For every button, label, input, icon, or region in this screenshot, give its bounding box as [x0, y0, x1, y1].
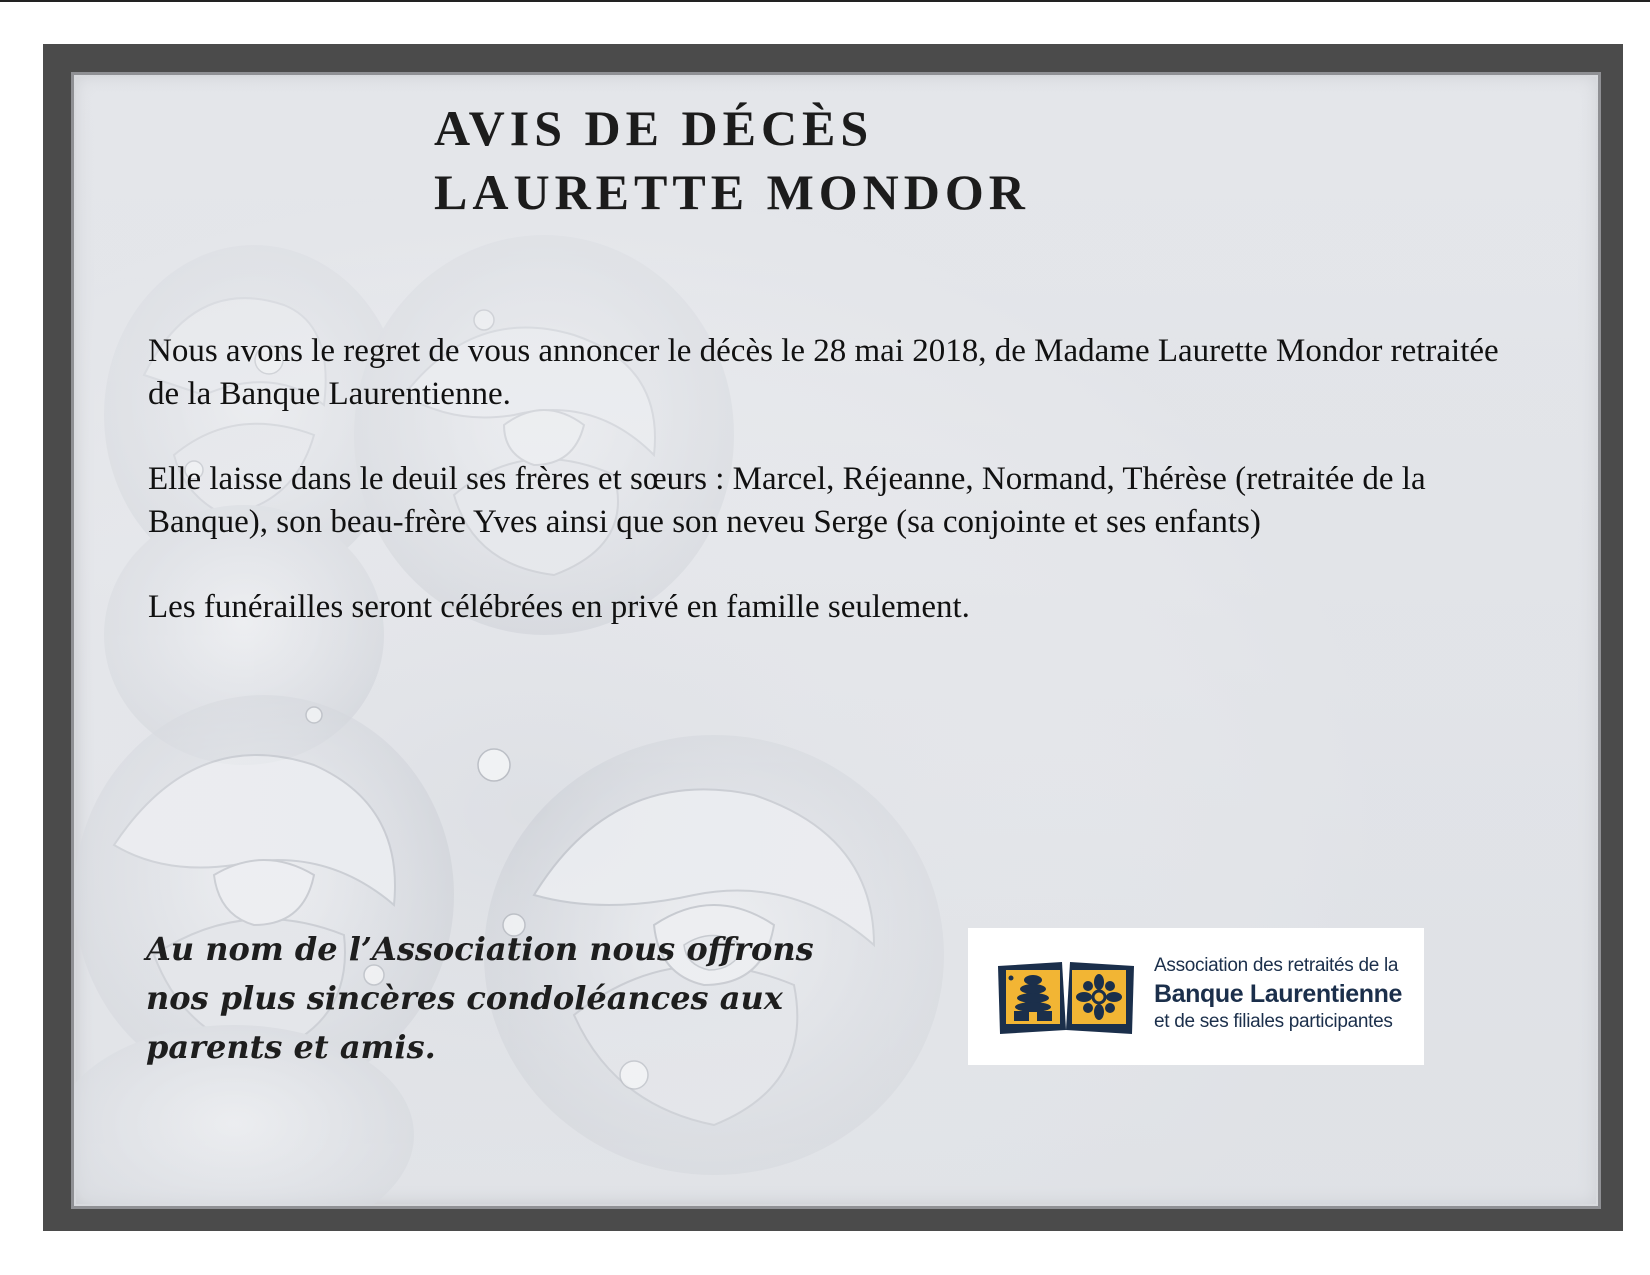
condolences-message	[146, 925, 906, 1072]
notice-body	[148, 330, 1508, 671]
top-rule	[0, 0, 1650, 2]
notice-title	[434, 96, 1030, 224]
logo-line-bank: Banque Laurentienne	[1154, 980, 1402, 1008]
condolences-line: nos plus sincères condoléances aux	[146, 979, 783, 1017]
title-line-name: LAURETTE MONDOR	[434, 164, 1030, 220]
condolences-line: Au nom de l’Association nous offrons	[146, 930, 814, 968]
title-line-heading: AVIS DE DÉCÈS	[434, 100, 874, 156]
paragraph-family: Elle laisse dans le deuil ses frères et sœurs : Marcel, Réjeanne, Normand, Thérèse (retraitée de la Banque), son beau-frère Yves ainsi que son neveu Serge (sa conjointe et ses enfants)	[148, 461, 1426, 540]
logo-line-subsidiaries: et de ses filiales participantes	[1154, 1011, 1393, 1032]
logo-mark	[996, 956, 1136, 1036]
paragraph-funeral: Les funérailles seront célébrées en privé en famille seulement.	[148, 589, 970, 625]
logo-line-association: Association des retraités de la	[1154, 955, 1399, 976]
condolences-line: parents et amis.	[146, 1028, 436, 1066]
logo-text	[1154, 954, 1402, 1034]
association-logo	[968, 928, 1424, 1065]
paragraph-announcement: Nous avons le regret de vous annoncer le décès le 28 mai 2018, de Madame Laurette Mondor retraitée de la Banque Laurentienne.	[148, 333, 1499, 412]
